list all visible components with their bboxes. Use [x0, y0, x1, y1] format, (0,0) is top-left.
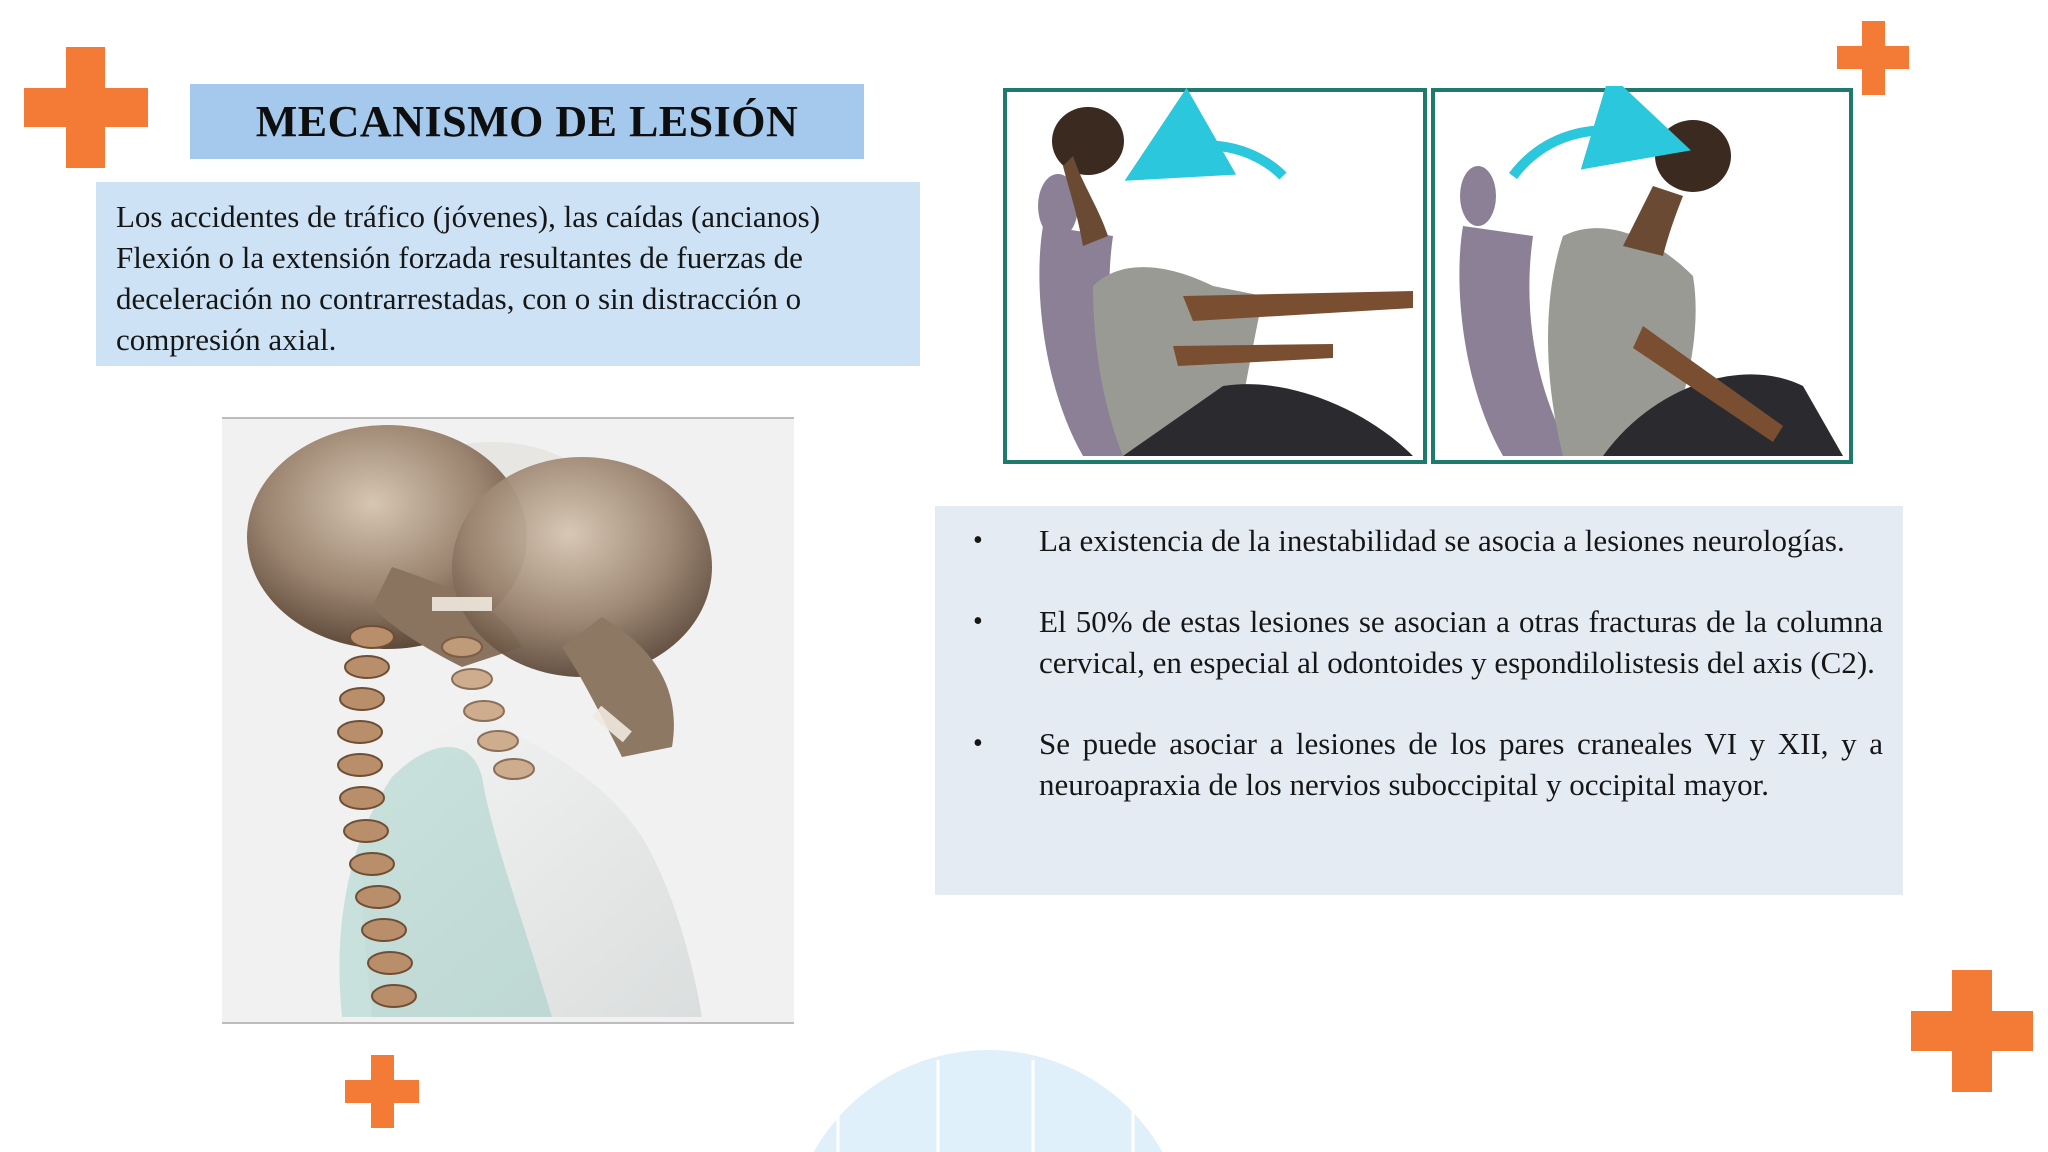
- bullet-text-3: Se puede asociar a lesiones de los pares craneales VI y XII, y a neuroapraxia de los nervios suboccipital y occipital mayor.: [1039, 726, 1883, 802]
- list-item: [955, 723, 1883, 805]
- list-item: [955, 601, 1883, 683]
- whiplash-car-illustration: [1003, 86, 1853, 468]
- plus-icon-bottom-right: [1911, 970, 2033, 1092]
- skull-flexion-illustration: [222, 417, 794, 1024]
- bullet-text-1: La existencia de la inestabilidad se asocia a lesiones neurologías.: [1039, 523, 1845, 558]
- bullet-dot: •: [973, 606, 983, 637]
- plus-icon-bottom-left: [345, 1055, 419, 1128]
- bullet-text-2: El 50% de estas lesiones se asocian a otras fracturas de la columna cervical, en especial al odontoides y espondilolistesis del axis (C2).: [1039, 604, 1883, 680]
- slide-title: MECANISMO DE LESIÓN: [255, 97, 799, 146]
- globe-decoration: [778, 1050, 1198, 1152]
- intro-text-box: [96, 182, 920, 366]
- intro-paragraph: Los accidentes de tráfico (jóvenes), las caídas (ancianos) Flexión o la extensión forzada resultantes de fuerzas de deceleración no contrarrestadas, con o sin distracción o compresión axial.: [116, 199, 821, 357]
- bullet-dot: •: [973, 728, 983, 759]
- title-banner: [190, 84, 864, 159]
- bullet-dot: •: [973, 525, 983, 556]
- findings-list-box: [935, 506, 1903, 895]
- plus-icon-top-left: [24, 47, 148, 168]
- list-item: [955, 520, 1883, 561]
- plus-icon-top-right: [1837, 21, 1909, 95]
